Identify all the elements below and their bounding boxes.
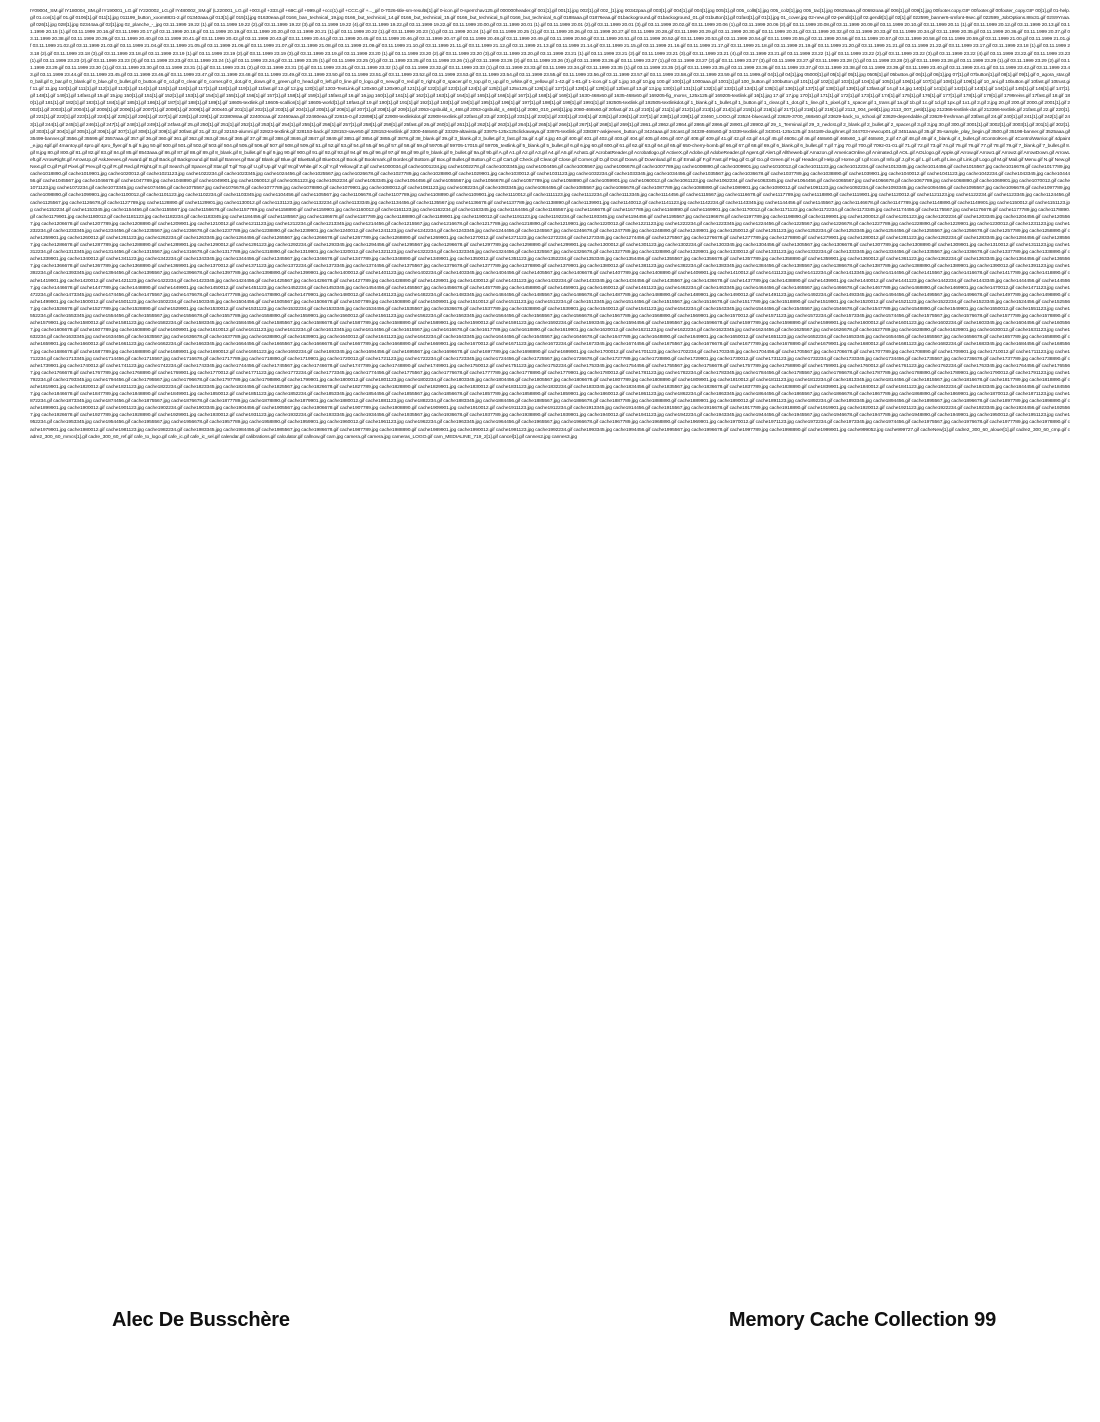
page-footer	[112, 1300, 996, 1340]
cache-file-list: IY09004_SM.gif IY180004_SM.gif IY190001_LG.gif IY220002_LG.gif IY480002_SM.gif (L220001_LG.gif +003.gif +333.gif +69C.gif +999.gif +ccc(1).gif +CCC.gif +..._gif 0-7026-title-sm-results[1].gif 0-icon.gif 0-sperrchav125.gif 000000header.gif 001[1].gif 001[1].jpg 002[1].gif 002_[1].jpg 00342paa.gif 003[1].gif 004[1].gif 004[1].jpg 005[1].gif 005_coll6[1].jpg 005_col2[1].jpg 005_tac[1].jpg 00625aaa.gif 00692oaa.gif 006[1].gif 009[1].jpg 00footer.copy.GIF 00footer.gif 00footer_copy.GIF 00[1].gif 01-help.gif 01.con[1].gif 01.gif 0106[1].gif 011[1].jpg 011199_button_xoom8831-2.gif 01340aaa.gif 013[1].gif 015[1].jpg 01630eaa.gif 0166_ban_technical_19.jpg 0166_but_technical_14.gif 0166_but_technical_15.gif 0166_but_technical_5.gif 0166_but_technical_6.gif 0188aaa.gif 01876eaa.gif 01backoground.gif 01backoground_01.gif 01button[1].gif 01fast[1].gif 01[1].jpg 01_cover.jpg 02-new.gif 02-pendit[1].gif 02.gendit[1].gif 02[1].gif 022599_banner6-smfont-9sec.gif 022599_JobOptions.88x31.gif 02S9Ynaa.gif 026[1].jpg 028[1].jpg 02344aa.gif 02[1].jpg 02_planche_-_jpg 03.11.1999 19.22 (1).gif 03.11.1999 19.22 (2).gif 03.11.1999 19.22 (3).gif 03.11.1999 19.22 (4).gif 03.11.1999 19.22.gif 03.11.1999 19.22.gif 03.11.1999 20.00.gif 03.11.1999 20.01 (1).gif 03.11.1999 20.01 (2).gif 03.11.1999 20.01 (3).gif 03.11.1999 20.02.gif 03.11.1999 20.06 (1).gif 03.11.1999 20.06 (2).gif 03.11.1999 20.08.gif 03.11.1999 20.09.gif 03.11.1999 20.10.gif 03.11.1999 20.11 (1).gif 03.11.1999 20.12.gif 03.11.1999 20.13.gif 03.11.1999 20.15 (1).gif 03.11.1999 20.16.gif 03.11.1999 20.17.gif 03.11.1999 20.18.gif 03.11.1999 20.19.gif 03.11.1999 20.20.gif 03.11.1999 20.21 (1).gif 03.11.1999 20.22 (1).gif 03.11.1999 20.23 (1).gif 03.11.1999 20.24 (1).gif 03.11.1999 20.25 (1).gif 03.11.1999 20.26.gif 03.11.1999 20.27.gif 03.11.1999 20.28.gif 03.11.1999 20.29.gif 03.11.1999 20.30.gif 03.11.1999 20.31.gif 03.11.1999 20.32.gif 03.11.1999 20.33.gif 03.11.1999 20.34.gif 03.11.1999 20.35.gif 03.11.1999 20.36.gif 03.11.1999 20.37.gif 03.11.1999 20.38.gif 03.11.1999 20.39.gif 03.11.1999 20.40.gif 03.11.1999 20.41.gif 03.11.1999 20.42.gif 03.11.1999 20.43.gif 03.11.1999 20.44.gif 03.11.1999 20.45.gif 03.11.1999 20.46.gif 03.11.1999 20.47.gif 03.11.1999 20.48.gif 03.11.1999 20.49.gif 03.11.1999 20.50.gif 03.11.1999 20.51.gif 03.11.1999 20.52.gif 03.11.1999 20.53.gif 03.11.1999 20.54.gif 03.11.1999 20.55.gif 03.11.1999 20.56.gif 03.11.1999 20.57.gif 03.11.1999 20.58.gif 03.11.1999 20.59.gif 03.11.1999 21.00.gif 03.11.1999 21.01.gif 03.11.1999 21.02.gif 03.11.1999 21.03.gif 03.11.1999 21.04.gif 03.11.1999 21.05.gif 03.11.1999 21.06.gif 03.11.1999 21.07.gif 03.11.1999 21.08.gif 03.11.1999 21.09.gif 03.11.1999 21.10.gif 03.11.1999 21.11.gif 03.11.1999 21.12.gif 03.11.1999 21.13.gif 03.11.1999 21.14.gif 03.11.1999 21.15.gif 03.11.1999 21.16.gif 03.11.1999 21.17.gif 03.11.1999 21.18.gif 03.11.1999 21.19.gif 03.11.1999 21.20.gif 03.11.1999 21.21.gif 03.11.1999 21.22.gif 03.11.1999 23.17.gif 03.11.1999 23.18 (1).gif 03.11.1999 23.18 (2).gif 03.11.1999 23.18 (3).gif 03.11.1999 23.18.gif 03.11.1999 23.19 (1).gif 03.11.1999 23.19 (2).gif 03.11.1999 23.19 (3).gif 03.11.1999 23.19.gif 03.11.1999 23.20 (1).gif 03.11.1999 23.20 (2).gif 03.11.1999 23.20 (3).gif 03.11.1999 23.20.gif 03.11.1999 23.21 (1).gif 03.11.1999 23.21 (2).gif 03.11.1999 23.21 (3).gif 03.11.1999 23.21 (4).gif 03.11.1999 23.21.gif 03.11.1999 23.22 (1).gif 03.11.1999 23.22 (2).gif 03.11.1999 23.22 (3).gif 03.11.1999 23.22 (4).gif 03.11.1999 23.22.gif 03.11.1999 23.23 (1).gif 03.11.1999 23.23 (2).gif 03.11.1999 23.23 (3).gif 03.11.1999 23.23.gif 03.11.1999 23.24 (1).gif 03.11.1999 23.24.gif 03.11.1999 23.25 (1).gif 03.11.1999 23.25 (2).gif 03.11.1999 23.25.gif 03.11.1999 23.26 (1).gif 03.11.1999 23.26 (2).gif 03.11.1999 23.26 (3).gif 03.11.1999 23.26.gif 03.11.1999 23.27 (1).gif 03.11.1999 23.27 (2).gif 03.11.1999 23.27 (3).gif 03.11.1999 23.27.gif 03.11.1999 23.28 (1).gif 03.11.1999 23.28 (2).gif 03.11.1999 23.28.gif 03.11.1999 23.29 (1).gif 03.11.1999 23.29 (2).gif 03.11.1999 23.29.gif 03.11.1999 23.30 (1).gif 03.11.1999 23.30.gif 03.11.1999 23.31 (1).gif 03.11.1999 23.31 (2).gif 03.11.1999 23.31 (3).gif 03.11.1999 23.31.gif 03.11.1999 23.32 (1).gif 03.11.1999 23.32.gif 03.11.1999 23.33 (1).gif 03.11.1999 23.33.gif 03.11.1999 23.34.gif 03.11.1999 23.35 (1).gif 03.11.1999 23.35 (2).gif 03.11.1999 23.35.gif 03.11.1999 23.36.gif 03.11.1999 23.37.gif 03.11.1999 23.38.gif 03.11.1999 23.39.gif 03.11.1999 23.40.gif 03.11.1999 23.41.gif 03.11.1999 23.42.gif 03.11.1999 23.43.gif 03.11.1999 23.44.gif 03.11.1999 23.45.gif 03.11.1999 23.46.gif 03.11.1999 23.47.gif 03.11.1999 23.48.gif 03.11.1999 23.49.gif 03.11.1999 23.50.gif 03.11.1999 23.51.gif 03.11.1999 23.52.gif 03.11.1999 23.53.gif 03.11.1999 23.54.gif 03.11.1999 23.55.gif 03.11.1999 23.56.gif 03.11.1999 23.57.gif 03.11.1999 23.58.gif 03.11.1999 23.59.gif 03.11.1999.gif 04[1].gif 04[1].jpg 05000[1].gif 05[1].gif 05[1].jpg 0505[1].gif 05button.gif 06[1].gif 06[1].jpg 07[1].gif 07button[1].gif 08[1].gif 09[1].gif 0_agora_star.gif 0_ball.gif 0_bar.gif 0_blank.gif 0_blue.gif 0_bullet.gif 0_button.gif 0_cd.gif 0_clear.gif 0_corner.gif 0_dot.gif 0_down.gif 0_green.gif 0_head.gif 0_left.gif 0_line.gif 0_logo.gif 0_new.gif 0_red.gif 0_right.gif 0_spacer.gif 0_top.gif 0_up.gif 0_white.gif 0_yellow.gif 1-42.gif 1-81.gif 1-icon.gif 1.gif 1.jpg 10.gif 10.jpg 100.gif 100[1].gif 1000aaa.gif 1001[1].gif 100_button.gif 100button.gif 101[1].gif 102[1].gif 103[1].gif 104[1].gif 105[1].gif 106[1].gif 107[1].gif 108[1].gif 109[1].gif 10_ani.gif 10button.gif 10fast.gif 10trust.gif 11.gif 11.jpg 110[1].gif 111[1].gif 112[1].gif 113[1].gif 114[1].gif 115[1].gif 116[1].gif 117[1].gif 118[1].gif 119[1].gif 11fast.gif 12.gif 12.jpg 120[1].gif 1203-TextLink.gif 120x60.gif 120x90.gif 121[1].gif 122[1].gif 123[1].gif 124[1].gif 125[1].gif 125x125.gif 126[1].gif 127[1].gif 128[1].gif 129[1].gif 12fast.gif 13.gif 13.jpg 130[1].gif 131[1].gif 132[1].gif 133[1].gif 134[1].gif 135[1].gif 136[1].gif 137[1].gif 138[1].gif 139[1].gif 13fast.gif 14.gif 14.jpg 140[1].gif 141[1].gif 142[1].gif 143[1].gif 144[1].gif 145[1].gif 146[1].gif 147[1].gif 148[1].gif 149[1].gif 14fast.gif 15.gif 15.jpg 150[1].gif 151[1].gif 152[1].gif 153[1].gif 154[1].gif 155[1].gif 156[1].gif 157[1].gif 158[1].gif 159[1].gif 15fast.gif 16.gif 16.jpg 160[1].gif 161[1].gif 162[1].gif 163[1].gif 164[1].gif 165[1].gif 166[1].gif 167[1].gif 168[1].gif 169[1].gif 1630-468x60.gif 1635-468x60.gif 169205-fig_moms_125x125.gif 169205-textlink.gif 16[1].jpg 17.gif 17.jpg 170[1].gif 171[1].gif 172[1].gif 173[1].gif 174[1].gif 175[1].gif 176[1].gif 177[1].gif 178[1].gif 179[1].gif 1799reins.gif 17fast.gif 18.gif 180[1].gif 181[1].gif 182[1].gif 183[1].gif 184[1].gif 185[1].gif 186[1].gif 187[1].gif 188[1].gif 189[1].gif 18605-textlink.gif 18605-scallion[1].gif 18605-world[1].gif 18fast.gif 19.gif 190[1].gif 191[1].gif 192[1].gif 193[1].gif 194[1].gif 195[1].gif 196[1].gif 197[1].gif 198[1].gif 199[1].gif 1991[1].gif 192505-textlink.gif 192505-textlinkdot.gif 1_blank.gif 1_bullet.gif 1_button.gif 1_clear.gif 1_dot.gif 1_line.gif 1_pixel.gif 1_spacer.gif 1_trans.gif 1a.gif 1b.gif 1c.gif 1d.gif 1px.gif 1x1.gif 2.gif 2.jpg 20.gif 200.gif 2000.gif 2001[1].gif 2002[1].gif 2003[1].gif 2004[1].gif 2005[1].gif 2006[1].gif 2007[1].gif 2008[1].gif 2009[1].gif 200x40.gif 201[1].gif 202[1].gif 203[1].gif 204[1].gif 205[1].gif 206[1].gif 207[1].gif 208[1].gif 209[1].gif 2053-cgsbuild_s_468.gif 2053-cgsbuild_s_468[1].gif 2080_010_petit[1].jpg 2080-468x60.gif 20fast.gif 21.gif 210[1].gif 211[1].gif 212[1].gif 213[1].gif 214[1].gif 215[1].gif 216[1].gif 217[1].gif 218[1].gif 219[1].gif 2113_004_petit[1].jpg 2113_007_petit[1].jpg 212366-textlink-dot.gif 212366-textlink.gif 21fast.gif 22.gif 220[1].gif 221[1].gif 222[1].gif 223[1].gif 224[1].gif 225[1].gif 226[1].gif 227[1].gif 228[1].gif 229[1].gif 22380Waa.gif 22400caa.gif 22460aaa.gif 22460eaa.gif 22615-0.gif 22898[1].gif 22908-textlinkdot.gif 22908-textlink.gif 22fast.gif 23.gif 230[1].gif 231[1].gif 232[1].gif 233[1].gif 234[1].gif 235[1].gif 236[1].gif 237[1].gif 238[1].gif 239[1].gif 23460_LOGO.gif 23524-bluecard.gif 23629-3700_468x60.gif 23629-back_to_school.gif 23629-dependable.gif 23629-freshman.gif 23fast.gif 24.gif 240[1].gif 241[1].gif 242[1].gif 243[1].gif 244[1].gif 245[1].gif 246[1].gif 247[1].gif 248[1].gif 249[1].gif 24fast.gif 25.gif 250[1].gif 251[1].gif 252[1].gif 253[1].gif 254[1].gif 255[1].gif 256[1].gif 257[1].gif 258[1].gif 259[1].gif 25fast.gif 26.gif 260[1].gif 261[1].gif 262[1].gif 263[1].gif 264[1].gif 265[1].gif 266[1].gif 267[1].gif 268[1].gif 269[1].gif 2861.gif 2862.gif 2864.gif 2865.gif 2866.gif 28901.gif 28902.gif 29_1_Terminal.gif 29_3_nedcst.gif 2_blank.gif 2_bullet.gif 2_spacer.gif 3.gif 3.jpg 30.gif 300.gif 3001[1].gif 3002[1].gif 3003[1].gif 301[1].gif 302[1].gif 303[1].gif 304[1].gif 305[1].gif 306[1].gif 307[1].gif 308[1].gif 309[1].gif 30fast.gif 31.gif 32.gif 32153-alumni.gif 32823-textlink.gif 328153-back.gif 328153-save50.gif 328153-textlink.gif 3300-468x60.gif 33329-altavista.gif 33975-125x125clickawaya.gif 33975-textlink.gif 338387-askjeeves_button.gif 3424aaa.gif 34cast.gif 34339-468x60.gif 34339-textlink.gif 343041-125x125.gif 344189-doughnet.gif 344703-newcup01.gif 3451aaa.gif 35.gif 35-sample_play_begin.gif 3500.gif 35198-banner.gif 3525aaa.gif 35499-banner.gif 3556.gif 35599.gif 3557aaa.gif 357.gif 36.gif 360.gif 361.gif 362.gif 363.gif 364.gif 365.gif 37.gif 38.gif 388.gif 3846.gif 3847.gif 3849.gif 3851.gif 3854.gif 3855.gif 3878.gif 38_blank.gif 39.gif 3_blank.gif 3_bullet.gif 3_fast.gif 3a.gif 4.gif 4.jpg 40.gif 400.gif 401.gif 402.gif 403.gif 404.gif 405.gif 406.gif 407.gif 408.gif 409.gif 41.gif 42.gif 43.gif 44.gif 45.gif 4605c.gif 46.gif 468x60.gif 468x60_1.gif 468x60_2.gif 47.gif 48.gif 49.gif 4_blank.gif 4_bullet.gif 4ControlKen.gif 4ControlWarrior.gif 4dpaint_e.jpg 4gif.gif 4mantoy.gif 4pro.gif 4pro_flyer.gif 5.gif 5.jpg 50.gif 500.gif 501.gif 502.gif 503.gif 504.gif 505.gif 506.gif 507.gif 508.gif 509.gif 51.gif 52.gif 53.gif 54.gif 55.gif 56.gif 57.gif 58.gif 59.gif 59705.gif 59705-17015.gif 59705_textlink.gif 5_blank.gif 5_bullet.gif 6.gif 6.jpg 60.gif 600.gif 61.gif 62.gif 63.gif 64.gif 65.gif 650-cherry-bomb.gif 66.gif 67.gif 68.gif 69.gif 6_blank.gif 6_bullet.gif 7.gif 7.jpg 70.gif 700.gif 7092-01-01.gif 71.gif 72.gif 73.gif 74.gif 75.gif 76.gif 77.gif 78.gif 79.gif 7_blank.gif 7_bullet.gif 8.gif 8.jpg 80.gif 800.gif 81.gif 82.gif 83.gif 84.gif 85.gif 8543aaa.gif 86.gif 87.gif 88.gif 89.gif 8_blank.gif 8_bullet.gif 9.gif 9.jpg 90.gif 900.gif 91.gif 92.gif 93.gif 94.gif 95.gif 96.gif 97.gif 98.gif 99.gif 9_blank.gif 9_bullet.gif 9a.gif 9b.gif A.gif A1.gif A2.gif A3.gif A4.gif A5.gif Achat1.gif AcrobatReader.gif Acrobatlogo.gif ActiveX.gif Adobe.gif AdobeReader.gif Agent.gif Alert.gif Alltheweb.gif Amazon.gif AmericaOnline.gif Animated.gif AOL.gif AOLlogo.gif Apple.gif Arrow.gif Arrow1.gif Arrow2.gif ArrowDown.gif ArrowLeft.gif ArrowRight.gif ArrowUp.gif AskJeeves.gif Award.gif B.gif Back.gif Background.gif Ball.gif Banner.gif Bar.gif Blank.gif Blue.gif BlueBall.gif BlueDot.gif Book.gif Bookmark.gif Border.gif Bottom.gif Box.gif Bullet.gif Button.gif C.gif Cart.gif Check.gif Clear.gif Close.gif Corner.gif D.gif Dot.gif Down.gif Download.gif E.gif Email.gif F.gif Fast.gif Flag.gif G.gif Go.gif Green.gif H.gif Header.gif Help.gif Home.gif I.gif Icon.gif Info.gif J.gif K.gif L.gif Left.gif Line.gif Link.gif Logo.gif M.gif Mail.gif Menu.gif N.gif New.gif Next.gif O.gif P.gif Pixel.gif Prev.gif Q.gif R.gif Red.gif Right.gif S.gif Search.gif Spacer.gif Star.gif T.gif Top.gif U.gif Up.gif V.gif W.gif White.gif X.gif Y.gif Yellow.gif Z.gif cache1000034.gif cache1001234.jpg cache1002278.gif cache1003345.jpg cache1004456.gif cache1005567.jpg cache1006678.gif cache1007789.jpg cache1008890.gif cache1009901.jpg cache1010012.gif cache1011123.jpg cache1012234.gif cache1013345.jpg cache1014456.gif cache1015567.jpg cache1016678.gif cache1017789.jpg cache1018890.gif cache1019901.jpg cache1020012.gif cache1021123.jpg cache1022234.gif cache1023345.jpg cache1024456.gif cache1025567.jpg cache1026678.gif cache1027789.jpg cache1028890.gif cache1029901.jpg cache1030012.gif cache1031123.jpg cache1032234.gif cache1033345.jpg cache1034456.gif cache1035567.jpg cache1036678.gif cache1037789.jpg cache1038890.gif cache1039901.jpg cache1040012.gif cache1041123.jpg cache1042234.gif cache1043345.jpg cache1044456.gif cache1045567.jpg cache1046678.gif cache1047789.jpg cache1048890.gif cache1049901.jpg cache1050012.gif cache1051123.jpg cache1052234.gif cache1053345.jpg cache1054456.gif cache1055567.jpg cache1056678.gif cache1057789.jpg cache1058890.gif cache1059901.jpg cache1060012.gif cache1061123.jpg cache1062234.gif cache1063345.jpg cache1064456.gif cache1065567.jpg cache1066678.gif cache1067789.jpg cache1068890.gif cache1069901.jpg cache1070012.gif cache1071123.jpg cache1072234.gif cache1073345.jpg cache1074456.gif cache1075567.jpg cache1076678.gif cache1077789.jpg cache1078890.gif cache1079901.jpg cache1080012.gif cache1081123.jpg cache1082234.gif cache1083345.jpg cache1084456.gif cache1085567.jpg cache1086678.gif cache1087789.jpg cache1088890.gif cache1089901.jpg cache1090012.gif cache1091123.jpg cache1092234.gif cache1093345.jpg cache1094456.gif cache1095567.jpg cache1096678.gif cache1097789.jpg cache1098890.gif cache1099901.jpg cache1100012.gif cache1101123.jpg cache1102234.gif cache1103345.jpg cache1104456.gif cache1105567.jpg cache1106678.gif cache1107789.jpg cache1108890.gif cache1109901.jpg cache1110012.gif cache1111123.jpg cache1112234.gif cache1113345.jpg cache1114456.gif cache1115567.jpg cache1116678.gif cache1117789.jpg cache1118890.gif cache1119901.jpg cache1120012.gif cache1121123.jpg cache1122234.gif cache1123345.jpg cache1124456.gif cache1125567.jpg cache1126678.gif cache1127789.jpg cache1128890.gif cache1129901.jpg cache1130012.gif cache1131123.jpg cache1132234.gif cache1133345.jpg cache1134456.gif cache1135567.jpg cache1136678.gif cache1137789.jpg cache1138890.gif cache1139901.jpg cache1140012.gif cache1141123.jpg cache1142234.gif cache1143345.jpg cache1144456.gif cache1145567.jpg cache1146678.gif cache1147789.jpg cache1148890.gif cache1149901.jpg cache1150012.gif cache1151123.jpg cache1152234.gif cache1153345.jpg cache1154456.gif cache1155567.jpg cache1156678.gif cache1157789.jpg cache1158890.gif cache1159901.jpg cache1160012.gif cache1161123.jpg cache1162234.gif cache1163345.jpg cache1164456.gif cache1165567.jpg cache1166678.gif cache1167789.jpg cache1168890.gif cache1169901.jpg cache1170012.gif cache1171123.jpg cache1172234.gif cache1173345.jpg cache1174456.gif cache1175567.jpg cache1176678.gif cache1177789.jpg cache1178890.gif cache1179901.jpg cache1180012.gif cache1181123.jpg cache1182234.gif cache1183345.jpg cache1184456.gif cache1185567.jpg cache1186678.gif cache1187789.jpg cache1188890.gif cache1189901.jpg cache1190012.gif cache1191123.jpg cache1192234.gif cache1193345.jpg cache1194456.gif cache1195567.jpg cache1196678.gif cache1197789.jpg cache1198890.gif cache1199901.jpg cache1200012.gif cache1201123.jpg cache1202234.gif cache1203345.jpg cache1204456.gif cache1205567.jpg cache1206678.gif cache1207789.jpg cache1208890.gif cache1209901.jpg cache1210012.gif cache1211123.jpg cache1212234.gif cache1213345.jpg cache1214456.gif cache1215567.jpg cache1216678.gif cache1217789.jpg cache1218890.gif cache1219901.jpg cache1220012.gif cache1221123.jpg cache1222234.gif cache1223345.jpg cache1224456.gif cache1225567.jpg cache1226678.gif cache1227789.jpg cache1228890.gif cache1229901.jpg cache1230012.gif cache1231123.jpg cache1232234.gif cache1233345.jpg cache1234456.gif cache1235567.jpg cache1236678.gif cache1237789.jpg cache1238890.gif cache1239901.jpg cache1240012.gif cache1241123.jpg cache1242234.gif cache1243345.jpg cache1244456.gif cache1245567.jpg cache1246678.gif cache1247789.jpg cache1248890.gif cache1249901.jpg cache1250012.gif cache1251123.jpg cache1252234.gif cache1253345.jpg cache1254456.gif cache1255567.jpg cache1256678.gif cache1257789.jpg cache1258890.gif cache1259901.jpg cache1260012.gif cache1261123.jpg cache1262234.gif cache1263345.jpg cache1264456.gif cache1265567.jpg cache1266678.gif cache1267789.jpg cache1268890.gif cache1269901.jpg cache1270012.gif cache1271123.jpg cache1272234.gif cache1273345.jpg cache1274456.gif cache1275567.jpg cache1276678.gif cache1277789.jpg cache1278890.gif cache1279901.jpg cache1280012.gif cache1281123.jpg cache1282234.gif cache1283345.jpg cache1284456.gif cache1285567.jpg cache1286678.gif cache1287789.jpg cache1288890.gif cache1289901.jpg cache1290012.gif cache1291123.jpg cache1292234.gif cache1293345.jpg cache1294456.gif cache1295567.jpg cache1296678.gif cache1297789.jpg cache1298890.gif cache1299901.jpg cache1300012.gif cache1301123.jpg cache1302234.gif cache1303345.jpg cache1304456.gif cache1305567.jpg cache1306678.gif cache1307789.jpg cache1308890.gif cache1309901.jpg cache1310012.gif cache1311123.jpg cache1312234.gif cache1313345.jpg cache1314456.gif cache1315567.jpg cache1316678.gif cache1317789.jpg cache1318890.gif cache1319901.jpg cache1320012.gif cache1321123.jpg cache1322234.gif cache1323345.jpg cache1324456.gif cache1325567.jpg cache1326678.gif cache1327789.jpg cache1328890.gif cache1329901.jpg cache1330012.gif cache1331123.jpg cache1332234.gif cache1333345.jpg cache1334456.gif cache1335567.jpg cache1336678.gif cache1337789.jpg cache1338890.gif cache1339901.jpg cache1340012.gif cache1341123.jpg cache1342234.gif cache1343345.jpg cache1344456.gif cache1345567.jpg cache1346678.gif cache1347789.jpg cache1348890.gif cache1349901.jpg cache1350012.gif cache1351123.jpg cache1352234.gif cache1353345.jpg cache1354456.gif cache1355567.jpg cache1356678.gif cache1357789.jpg cache1358890.gif cache1359901.jpg cache1360012.gif cache1361123.jpg cache1362234.gif cache1363345.jpg cache1364456.gif cache1365567.jpg cache1366678.gif cache1367789.jpg cache1368890.gif cache1369901.jpg cache1370012.gif cache1371123.jpg cache1372234.gif cache1373345.jpg cache1374456.gif cache1375567.jpg cache1376678.gif cache1377789.jpg cache1378890.gif cache1379901.jpg cache1380012.gif cache1381123.jpg cache1382234.gif cache1383345.jpg cache1384456.gif cache1385567.jpg cache1386678.gif cache1387789.jpg cache1388890.gif cache1389901.jpg cache1390012.gif cache1391123.jpg cache1392234.gif cache1393345.jpg cache1394456.gif cache1395567.jpg cache1396678.gif cache1397789.jpg cache1398890.gif cache1399901.jpg cache1400012.gif cache1401123.jpg cache1402234.gif cache1403345.jpg cache1404456.gif cache1405567.jpg cache1406678.gif cache1407789.jpg cache1408890.gif cache1409901.jpg cache1410012.gif cache1411123.jpg cache1412234.gif cache1413345.jpg cache1414456.gif cache1415567.jpg cache1416678.gif cache1417789.jpg cache1418890.gif cache1419901.jpg cache1420012.gif cache1421123.jpg cache1422234.gif cache1423345.jpg cache1424456.gif cache1425567.jpg cache1426678.gif cache1427789.jpg cache1428890.gif cache1429901.jpg cache1430012.gif cache1431123.jpg cache1432234.gif cache1433345.jpg cache1434456.gif cache1435567.jpg cache1436678.gif cache1437789.jpg cache1438890.gif cache1439901.jpg cache1440012.gif cache1441123.jpg cache1442234.gif cache1443345.jpg cache1444456.gif cache1445567.jpg cache1446678.gif cache1447789.jpg cache1448890.gif cache1449901.jpg cache1450012.gif cache1451123.jpg cache1452234.gif cache1453345.jpg cache1454456.gif cache1455567.jpg cache1456678.gif cache1457789.jpg cache1458890.gif cache1459901.jpg cache1460012.gif cache1461123.jpg cache1462234.gif cache1463345.jpg cache1464456.gif cache1465567.jpg cache1466678.gif cache1467789.jpg cache1468890.gif cache1469901.jpg cache1470012.gif cache1471123.jpg cache1472234.gif cache1473345.jpg cache1474456.gif cache1475567.jpg cache1476678.gif cache1477789.jpg cache1478890.gif cache1479901.jpg cache1480012.gif cache1481123.jpg cache1482234.gif cache1483345.jpg cache1484456.gif cache1485567.jpg cache1486678.gif cache1487789.jpg cache1488890.gif cache1489901.jpg cache1490012.gif cache1491123.jpg cache1492234.gif cache1493345.jpg cache1494456.gif cache1495567.jpg cache1496678.gif cache1497789.jpg cache1498890.gif cache1499901.jpg cache1500012.gif cache1501123.jpg cache1502234.gif cache1503345.jpg cache1504456.gif cache1505567.jpg cache1506678.gif cache1507789.jpg cache1508890.gif cache1509901.jpg cache1510012.gif cache1511123.jpg cache1512234.gif cache1513345.jpg cache1514456.gif cache1515567.jpg cache1516678.gif cache1517789.jpg cache1518890.gif cache1519901.jpg cache1520012.gif cache1521123.jpg cache1522234.gif cache1523345.jpg cache1524456.gif cache1525567.jpg cache1526678.gif cache1527789.jpg cache1528890.gif cache1529901.jpg cache1530012.gif cache1531123.jpg cache1532234.gif cache1533345.jpg cache1534456.gif cache1535567.jpg cache1536678.gif cache1537789.jpg cache1538890.gif cache1539901.jpg cache1540012.gif cache1541123.jpg cache1542234.gif cache1543345.jpg cache1544456.gif cache1545567.jpg cache1546678.gif cache1547789.jpg cache1548890.gif cache1549901.jpg cache1550012.gif cache1551123.jpg cache1552234.gif cache1553345.jpg cache1554456.gif cache1555567.jpg cache1556678.gif cache1557789.jpg cache1558890.gif cache1559901.jpg cache1560012.gif cache1561123.jpg cache1562234.gif cache1563345.jpg cache1564456.gif cache1565567.jpg cache1566678.gif cache1567789.jpg cache1568890.gif cache1569901.jpg cache1570012.gif cache1571123.jpg cache1572234.gif cache1573345.jpg cache1574456.gif cache1575567.jpg cache1576678.gif cache1577789.jpg cache1578890.gif cache1579901.jpg cache1580012.gif cache1581123.jpg cache1582234.gif cache1583345.jpg cache1584456.gif cache1585567.jpg cache1586678.gif cache1587789.jpg cache1588890.gif cache1589901.jpg cache1590012.gif cache1591123.jpg cache1592234.gif cache1593345.jpg cache1594456.gif cache1595567.jpg cache1596678.gif cache1597789.jpg cache1598890.gif cache1599901.jpg cache1600012.gif cache1601123.jpg cache1602234.gif cache1603345.jpg cache1604456.gif cache1605567.jpg cache1606678.gif cache1607789.jpg cache1608890.gif cache1609901.jpg cache1610012.gif cache1611123.jpg cache1612234.gif cache1613345.jpg cache1614456.gif cache1615567.jpg cache1616678.gif cache1617789.jpg cache1618890.gif cache1619901.jpg cache1620012.gif cache1621123.jpg cache1622234.gif cache1623345.jpg cache1624456.gif cache1625567.jpg cache1626678.gif cache1627789.jpg cache1628890.gif cache1629901.jpg cache1630012.gif cache1631123.jpg cache1632234.gif cache1633345.jpg cache1634456.gif cache1635567.jpg cache1636678.gif cache1637789.jpg cache1638890.gif cache1639901.jpg cache1640012.gif cache1641123.jpg cache1642234.gif cache1643345.jpg cache1644456.gif cache1645567.jpg cache1646678.gif cache1647789.jpg cache1648890.gif cache1649901.jpg cache1650012.gif cache1651123.jpg cache1652234.gif cache1653345.jpg cache1654456.gif cache1655567.jpg cache1656678.gif cache1657789.jpg cache1658890.gif cache1659901.jpg cache1660012.gif cache1661123.jpg cache1662234.gif cache1663345.jpg cache1664456.gif cache1665567.jpg cache1666678.gif cache1667789.jpg cache1668890.gif cache1669901.jpg cache1670012.gif cache1671123.jpg cache1672234.gif cache1673345.jpg cache1674456.gif cache1675567.jpg cache1676678.gif cache1677789.jpg cache1678890.gif cache1679901.jpg cache1680012.gif cache1681123.jpg cache1682234.gif cache1683345.jpg cache1684456.gif cache1685567.jpg cache1686678.gif cache1687789.jpg cache1688890.gif cache1689901.jpg cache1690012.gif cache1691123.jpg cache1692234.gif cache1693345.jpg cache1694456.gif cache1695567.jpg cache1696678.gif cache1697789.jpg cache1698890.gif cache1699901.jpg cache1700012.gif cache1701123.jpg cache1702234.gif cache1703345.jpg cache1704456.gif cache1705567.jpg cache1706678.gif cache1707789.jpg cache1708890.gif cache1709901.jpg cache1710012.gif cache1711123.jpg cache1712234.gif cache1713345.jpg cache1714456.gif cache1715567.jpg cache1716678.gif cache1717789.jpg cache1718890.gif cache1719901.jpg cache1720012.gif cache1721123.jpg cache1722234.gif cache1723345.jpg cache1724456.gif cache1725567.jpg cache1726678.gif cache1727789.jpg cache1728890.gif cache1729901.jpg cache1730012.gif cache1731123.jpg cache1732234.gif cache1733345.jpg cache1734456.gif cache1735567.jpg cache1736678.gif cache1737789.jpg cache1738890.gif cache1739901.jpg cache1740012.gif cache1741123.jpg cache1742234.gif cache1743345.jpg cache1744456.gif cache1745567.jpg cache1746678.gif cache1747789.jpg cache1748890.gif cache1749901.jpg cache1750012.gif cache1751123.jpg cache1752234.gif cache1753345.jpg cache1754456.gif cache1755567.jpg cache1756678.gif cache1757789.jpg cache1758890.gif cache1759901.jpg cache1760012.gif cache1761123.jpg cache1762234.gif cache1763345.jpg cache1764456.gif cache1765567.jpg cache1766678.gif cache1767789.jpg cache1768890.gif cache1769901.jpg cache1770012.gif cache1771123.jpg cache1772234.gif cache1773345.jpg cache1774456.gif cache1775567.jpg cache1776678.gif cache1777789.jpg cache1778890.gif cache1779901.jpg cache1780012.gif cache1781123.jpg cache1782234.gif cache1783345.jpg cache1784456.gif cache1785567.jpg cache1786678.gif cache1787789.jpg cache1788890.gif cache1789901.jpg cache1790012.gif cache1791123.jpg cache1792234.gif cache1793345.jpg cache1794456.gif cache1795567.jpg cache1796678.gif cache1797789.jpg cache1798890.gif cache1799901.jpg cache1800012.gif cache1801123.jpg cache1802234.gif cache1803345.jpg cache1804456.gif cache1805567.jpg cache1806678.gif cache1807789.jpg cache1808890.gif cache1809901.jpg cache1810012.gif cache1811123.jpg cache1812234.gif cache1813345.jpg cache1814456.gif cache1815567.jpg cache1816678.gif cache1817789.jpg cache1818890.gif cache1819901.jpg cache1820012.gif cache1821123.jpg cache1822234.gif cache1823345.jpg cache1824456.gif cache1825567.jpg cache1826678.gif cache1827789.jpg cache1828890.gif cache1829901.jpg cache1830012.gif cache1831123.jpg cache1832234.gif cache1833345.jpg cache1834456.gif cache1835567.jpg cache1836678.gif cache1837789.jpg cache1838890.gif cache1839901.jpg cache1840012.gif cache1841123.jpg cache1842234.gif cache1843345.jpg cache1844456.gif cache1845567.jpg cache1846678.gif cache1847789.jpg cache1848890.gif cache1849901.jpg cache1850012.gif cache1851123.jpg cache1852234.gif cache1853345.jpg cache1854456.gif cache1855567.jpg cache1856678.gif cache1857789.jpg cache1858890.gif cache1859901.jpg cache1860012.gif cache1861123.jpg cache1862234.gif cache1863345.jpg cache1864456.gif cache1865567.jpg cache1866678.gif cache1867789.jpg cache1868890.gif cache1869901.jpg cache1870012.gif cache1871123.jpg cache1872234.gif cache1873345.jpg cache1874456.gif cache1875567.jpg cache1876678.gif cache1877789.jpg cache1878890.gif cache1879901.jpg cache1880012.gif cache1881123.jpg cache1882234.gif cache1883345.jpg cache1884456.gif cache1885567.jpg cache1886678.gif cache1887789.jpg cache1888890.gif cache1889901.jpg cache1890012.gif cache1891123.jpg cache1892234.gif cache1893345.jpg cache1894456.gif cache1895567.jpg cache1896678.gif cache1897789.jpg cache1898890.gif cache1899901.jpg cache1900012.gif cache1901123.jpg cache1902234.gif cache1903345.jpg cache1904456.gif cache1905567.jpg cache1906678.gif cache1907789.jpg cache1908890.gif cache1909901.jpg cache1910012.gif cache1911123.jpg cache1912234.gif cache1913345.jpg cache1914456.gif cache1915567.jpg cache1916678.gif cache1917789.jpg cache1918890.gif cache1919901.jpg cache1920012.gif cache1921123.jpg cache1922234.gif cache1923345.jpg cache1924456.gif cache1925567.jpg cache1926678.gif cache1927789.jpg cache1928890.gif cache1929901.jpg cache1930012.gif cache1931123.jpg cache1932234.gif cache1933345.jpg cache1934456.gif cache1935567.jpg cache1936678.gif cache1937789.jpg cache1938890.gif cache1939901.jpg cache1940012.gif cache1941123.jpg cache1942234.gif cache1943345.jpg cache1944456.gif cache1945567.jpg cache1946678.gif cache1947789.jpg cache1948890.gif cache1949901.jpg cache1950012.gif cache1951123.jpg cache1952234.gif cache1953345.jpg cache1954456.gif cache1955567.jpg cache1956678.gif cache1957789.jpg cache1958890.gif cache1959901.jpg cache1960012.gif cache1961123.jpg cache1962234.gif cache1963345.jpg cache1964456.gif cache1965567.jpg cache1966678.gif cache1967789.jpg cache1968890.gif cache1969901.jpg cache1970012.gif cache1971123.jpg cache1972234.gif cache1973345.jpg cache1974456.gif cache1975567.jpg cache1976678.gif cache1977789.jpg cache1978890.gif cache1979901.jpg cache1980012.gif cache1981123.jpg cache1982234.gif cache1983345.jpg cache1984456.gif cache1985567.jpg cache1986678.gif cache1987789.jpg cache1988890.gif cache1989901.jpg cache1990012.gif cache1991123.jpg cache1992234.gif cache1993345.jpg cache1994456.gif cache1995567.jpg cache1996678.gif cache1997789.jpg cache1998890.gif cache1999901.jpg cache999052.jpg cache999727.gif cacheNew[1].gif cadre2_300_60_alouer[1].gif cadre2_300_60_cmp.gif cadre2_300_60_mmcs[1].gif cadre_300_60_ref.gif cafe_to_logo.gif cafe_ic.gif cafe_ic_sel.gif calendar.gif calibrations.gif calculator.gif callnow.gif cam.jpg camera.gif camera.jpg cameras_LOGO.gif cam_MEDIALINE_719_2[1].gif cancel[1].gif cannes2.jpg cannes3.jpg	[30, 9, 1070, 440]
collection-title: Memory Cache Collection 99	[728, 1308, 996, 1331]
author-name: Alec De Busschère	[112, 1308, 290, 1331]
file-list-text-block	[30, 8, 1070, 1293]
